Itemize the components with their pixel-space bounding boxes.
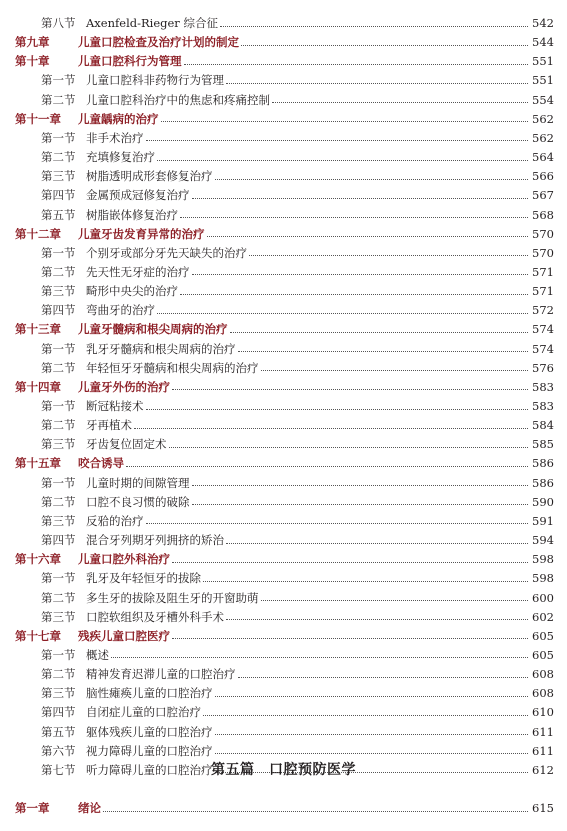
entry-title: 脑性瘫痪儿童的口腔治疗	[86, 686, 213, 701]
entry-number: 第二节	[41, 418, 76, 433]
toc-section-entry[interactable]	[0, 416, 567, 435]
entry-number: 第五节	[41, 724, 76, 739]
entry-title: 充填修复治疗	[86, 150, 155, 165]
page-number: 584	[532, 418, 554, 433]
entry-number: 第二节	[41, 264, 76, 279]
dot-leader	[184, 64, 529, 65]
toc-chapter-entry[interactable]	[0, 377, 567, 396]
dot-leader	[146, 140, 529, 141]
page-number: 608	[532, 667, 554, 682]
dot-leader	[249, 255, 528, 256]
dot-leader	[172, 638, 528, 639]
toc-section-entry[interactable]	[0, 569, 567, 588]
dot-leader	[226, 619, 528, 620]
entry-number: 第十六章	[15, 552, 61, 567]
entry-number: 第三节	[41, 686, 76, 701]
toc-section-entry[interactable]	[0, 262, 567, 281]
entry-title: 儿童口腔外科治疗	[78, 552, 170, 567]
entry-title: 反𬌗的治疗	[86, 513, 144, 528]
entry-title: 树脂透明成形套修复治疗	[86, 169, 213, 184]
entry-title: 断冠粘接术	[86, 399, 144, 413]
page-number: 583	[532, 399, 554, 413]
dot-leader	[172, 562, 528, 563]
page-number: 602	[532, 609, 554, 624]
entry-number: 第十七章	[15, 628, 61, 643]
page-number: 585	[532, 437, 554, 452]
entry-number: 第十三章	[15, 322, 61, 337]
toc-section-entry[interactable]	[0, 186, 567, 205]
entry-number: 第三节	[41, 284, 76, 299]
dot-leader	[272, 102, 528, 103]
entry-title: 非手术治疗	[86, 130, 144, 145]
toc-section-entry[interactable]	[0, 148, 567, 167]
entry-title: 躯体残疾儿童的口腔治疗	[86, 724, 213, 739]
entry-number: 第十四章	[15, 379, 61, 394]
toc-section-entry[interactable]	[0, 128, 567, 147]
entry-number: 第三节	[41, 609, 76, 624]
toc-section-entry[interactable]	[0, 684, 567, 703]
entry-number: 第九章	[15, 35, 50, 50]
page-number: 605	[532, 647, 554, 662]
page-number: 576	[532, 360, 554, 375]
page-number: 562	[532, 111, 554, 126]
page-number: 611	[532, 724, 554, 739]
entry-title: 儿童口腔检查及治疗计划的制定	[78, 35, 239, 50]
dot-leader	[215, 179, 529, 180]
entry-title: 弯曲牙的治疗	[86, 303, 155, 318]
entry-number: 第四节	[41, 533, 76, 548]
entry-title: 儿童时期的间隙管理	[86, 475, 190, 490]
entry-title: 视力障碍儿童的口腔治疗	[86, 743, 213, 758]
toc-section-entry[interactable]	[0, 645, 567, 664]
page-number: 605	[532, 628, 554, 643]
entry-number: 第十五章	[15, 456, 61, 471]
entry-number: 第十二章	[15, 226, 61, 241]
toc-section-entry[interactable]	[0, 14, 567, 33]
entry-title: 儿童口腔科行为管理	[78, 54, 182, 69]
page-number: 610	[532, 705, 554, 720]
entry-number: 第二节	[41, 590, 76, 605]
dot-leader	[180, 217, 528, 218]
toc-section-entry[interactable]	[0, 492, 567, 511]
page-number: 574	[532, 341, 554, 356]
dot-leader	[203, 715, 528, 716]
entry-number: 第二节	[41, 667, 76, 682]
dot-leader	[261, 600, 529, 601]
entry-title: 儿童牙髓病和根尖周病的治疗	[78, 322, 228, 337]
entry-title: 口腔软组织及牙槽外科手术	[86, 609, 224, 624]
entry-title: 残疾儿童口腔医疗	[78, 628, 170, 643]
toc-section-entry[interactable]	[0, 71, 567, 90]
page-number: 567	[532, 188, 554, 203]
toc-section-entry[interactable]	[0, 339, 567, 358]
entry-number: 第一节	[41, 475, 76, 490]
entry-number: 第五节	[41, 207, 76, 222]
entry-title: 乳牙及年轻恒牙的拔除	[86, 571, 201, 586]
entry-title: 儿童龋病的治疗	[78, 111, 159, 126]
page-number: 611	[532, 743, 554, 758]
entry-number: 第一节	[41, 647, 76, 662]
toc-section-entry[interactable]	[0, 90, 567, 109]
toc-section-entry[interactable]	[0, 703, 567, 722]
page-number: 594	[532, 533, 554, 548]
toc-section-entry[interactable]	[0, 358, 567, 377]
page-number: 586	[532, 456, 554, 471]
entry-number: 第二节	[41, 360, 76, 375]
entry-title: 咬合诱导	[78, 456, 124, 471]
dot-leader	[192, 198, 529, 199]
dot-leader	[207, 236, 529, 237]
entry-title: 儿童口腔科治疗中的焦虑和疼痛控制	[86, 92, 270, 107]
entry-title: 年轻恒牙牙髓病和根尖周病的治疗	[86, 360, 259, 375]
page-number: 570	[532, 226, 554, 241]
page-number: 551	[532, 54, 554, 69]
entry-title: 儿童牙外伤的治疗	[78, 379, 170, 394]
part-heading: 第五篇 口腔预防医学	[211, 762, 356, 778]
entry-number: 第三节	[41, 169, 76, 184]
entry-title: 听力障碍儿童的口腔治疗	[86, 762, 213, 777]
entry-title: 畸形中央尖的治疗	[86, 284, 178, 299]
dot-leader	[215, 753, 529, 754]
page-number: 566	[532, 169, 554, 184]
dot-leader	[215, 734, 529, 735]
page-number: 608	[532, 686, 554, 701]
page-number: 571	[532, 284, 554, 299]
dot-leader	[226, 83, 528, 84]
page-number: 571	[532, 264, 554, 279]
dot-leader	[238, 351, 529, 352]
entry-title: 绪论	[78, 801, 101, 815]
entry-number: 第六节	[41, 743, 76, 758]
dot-leader	[220, 26, 528, 27]
toc-chapter-entry[interactable]	[0, 33, 567, 52]
dot-leader	[146, 409, 529, 410]
toc-section-entry[interactable]	[0, 665, 567, 684]
page-number: 591	[532, 513, 554, 528]
dot-leader	[192, 274, 529, 275]
dot-leader	[192, 504, 529, 505]
toc-section-entry[interactable]	[0, 167, 567, 186]
entry-title: 金属预成冠修复治疗	[86, 188, 190, 203]
page-number: 554	[532, 92, 554, 107]
entry-number: 第一节	[41, 571, 76, 586]
page-number: 615	[532, 801, 554, 815]
toc-section-entry[interactable]	[0, 588, 567, 607]
entry-title: 自闭症儿童的口腔治疗	[86, 705, 201, 720]
dot-leader	[169, 447, 529, 448]
entry-title: 儿童口腔科非药物行为管理	[86, 73, 224, 88]
entry-number: 第四节	[41, 188, 76, 203]
entry-title: 混合牙列期牙列拥挤的矫治	[86, 533, 224, 548]
toc-section-entry[interactable]	[0, 282, 567, 301]
toc-section-entry[interactable]	[0, 722, 567, 741]
toc-section-entry[interactable]	[0, 607, 567, 626]
entry-number: 第一节	[41, 399, 76, 413]
entry-number: 第七节	[41, 762, 76, 777]
toc-section-entry[interactable]	[0, 473, 567, 492]
page-number: 568	[532, 207, 554, 222]
toc-chapter-entry[interactable]	[0, 320, 567, 339]
toc-section-entry[interactable]	[0, 397, 567, 416]
entry-number: 第一章	[15, 801, 50, 815]
entry-title: 多生牙的拔除及阻生牙的开窗助萌	[86, 590, 259, 605]
entry-number: 第二节	[41, 150, 76, 165]
page-number: 574	[532, 322, 554, 337]
toc-chapter-entry[interactable]	[0, 626, 567, 645]
dot-leader	[238, 677, 529, 678]
entry-number: 第十一章	[15, 111, 61, 126]
toc-section-entry[interactable]	[0, 205, 567, 224]
dot-leader	[180, 294, 528, 295]
toc-chapter-entry[interactable]	[0, 550, 567, 569]
page-number: 551	[532, 73, 554, 88]
entry-title: 牙齿复位固定术	[86, 437, 167, 452]
dot-leader	[126, 466, 528, 467]
toc-chapter-entry[interactable]	[0, 799, 567, 818]
entry-title: 先天性无牙症的治疗	[86, 264, 190, 279]
toc-chapter-entry[interactable]	[0, 109, 567, 128]
entry-number: 第八节	[41, 16, 76, 30]
page-number: 600	[532, 590, 554, 605]
toc-section-entry[interactable]	[0, 531, 567, 550]
dot-leader	[103, 811, 528, 812]
entry-number: 第二节	[41, 494, 76, 509]
entry-number: 第四节	[41, 705, 76, 720]
page-number: 598	[532, 571, 554, 586]
page-number: 564	[532, 150, 554, 165]
toc-chapter-entry[interactable]	[0, 224, 567, 243]
entry-title: 牙再植术	[86, 418, 132, 433]
entry-number: 第三节	[41, 437, 76, 452]
entry-number: 第一节	[41, 245, 76, 260]
dot-leader	[157, 160, 528, 161]
dot-leader	[241, 45, 528, 46]
toc-section-entry[interactable]	[0, 435, 567, 454]
dot-leader	[134, 428, 528, 429]
page-number: 586	[532, 475, 554, 490]
toc-section-entry[interactable]	[0, 243, 567, 262]
dot-leader	[192, 485, 529, 486]
entry-title: 树脂嵌体修复治疗	[86, 207, 178, 222]
entry-number: 第二节	[41, 92, 76, 107]
entry-title: 儿童牙齿发育异常的治疗	[78, 226, 205, 241]
page-number: 583	[532, 379, 554, 394]
page-number: 562	[532, 130, 554, 145]
toc-section-entry[interactable]	[0, 301, 567, 320]
entry-number: 第三节	[41, 513, 76, 528]
page-number: 598	[532, 552, 554, 567]
page-number: 544	[532, 35, 554, 50]
dot-leader	[203, 581, 528, 582]
page-number: 590	[532, 494, 554, 509]
page-number: 542	[532, 16, 554, 30]
toc-section-entry[interactable]	[0, 741, 567, 760]
page-number: 570	[532, 245, 554, 260]
entry-title: 概述	[86, 647, 109, 662]
entry-number: 第一节	[41, 73, 76, 88]
dot-leader	[111, 657, 528, 658]
dot-leader	[157, 313, 528, 314]
entry-title: 口腔不良习惯的破除	[86, 494, 190, 509]
toc-section-entry[interactable]	[0, 511, 567, 530]
dot-leader	[226, 543, 528, 544]
entry-number: 第一节	[41, 130, 76, 145]
entry-number: 第一节	[41, 341, 76, 356]
dot-leader	[261, 370, 529, 371]
entry-number: 第四节	[41, 303, 76, 318]
dot-leader	[146, 523, 529, 524]
dot-leader	[172, 389, 528, 390]
entry-title: 个别牙或部分牙先天缺失的治疗	[86, 245, 247, 260]
dot-leader	[215, 696, 529, 697]
dot-leader	[230, 332, 529, 333]
entry-title: Axenfeld-Rieger 综合征	[86, 16, 218, 30]
entry-title: 乳牙牙髓病和根尖周病的治疗	[86, 341, 236, 356]
page-number: 612	[532, 762, 554, 777]
entry-number: 第十章	[15, 54, 50, 69]
toc-chapter-entry[interactable]	[0, 52, 567, 71]
entry-title: 精神发育迟滞儿童的口腔治疗	[86, 667, 236, 682]
toc-chapter-entry[interactable]	[0, 454, 567, 473]
page-number: 572	[532, 303, 554, 318]
dot-leader	[161, 121, 529, 122]
